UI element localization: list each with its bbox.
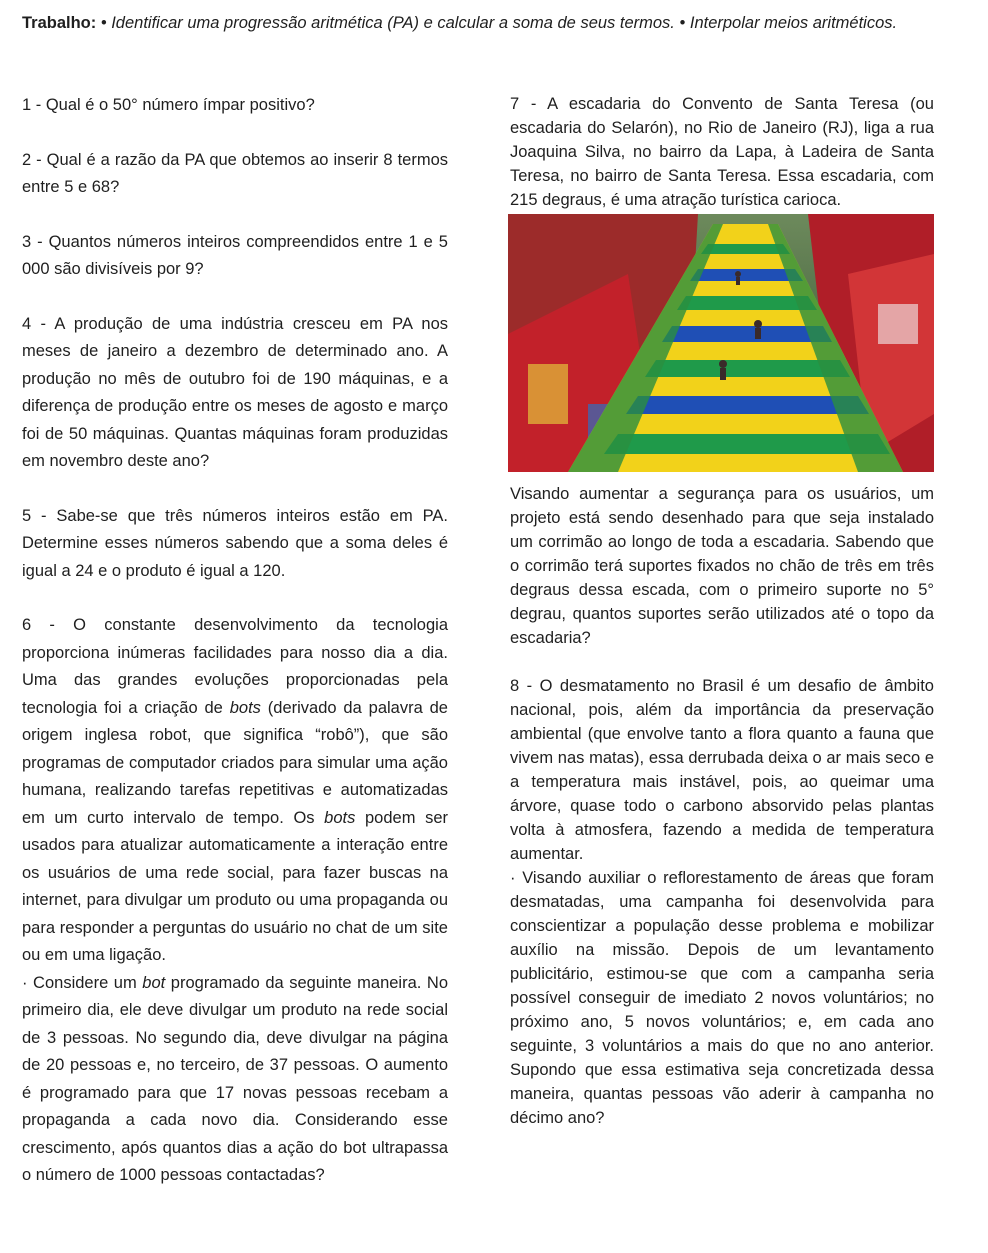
q6-text-b: (derivado da palavra de origem inglesa robot, que significa “robô”), que são programas de computador criados para simular uma ação humana, realizando tarefas repetitivas e automatizadas em um curto intervalo de tempo. Os (22, 698, 448, 827)
q6-text-c: podem ser usados para atualizar automaticamente a interação entre os usuários de uma rede social, para fazer buscas na internet, para divulgar um produto ou uma propaganda ou para responder a perguntas do usuário no chat de um site ou em uma ligação. (22, 808, 448, 964)
question-4-text: 4 - A produção de uma indústria cresceu em PA nos meses de janeiro a dezembro de determinado ano. A produção no mês de outubro foi de 190 máquinas, e a diferença de produção entre os meses de agosto e março foi de 50 máquinas. Quantas máquinas foram produzidas em novembro deste ano? (22, 314, 448, 470)
question-7 (510, 92, 934, 650)
question-2 (22, 147, 448, 202)
q6-bots-term-1: bots (229, 698, 261, 717)
question-6-paragraph-2 (22, 970, 448, 1190)
right-column (510, 92, 934, 1154)
staircase-illustration (508, 214, 934, 472)
header-label: Trabalho: (22, 14, 97, 32)
left-wall-panel (528, 364, 568, 424)
question-4 (22, 311, 448, 476)
question-3-text: 3 - Quantos números inteiros compreendidos entre 1 e 5 000 são divisíveis por 9? (22, 232, 448, 278)
question-1 (22, 92, 448, 120)
q6-bot-term: bot (142, 973, 166, 992)
question-1-text: 1 - Qual é o 50° número ímpar positivo? (22, 96, 315, 114)
question-8 (510, 674, 934, 1130)
question-6 (22, 612, 448, 1190)
question-6-paragraph-1 (22, 612, 448, 970)
right-wall-panel (878, 304, 918, 344)
question-8-text: · Visando auxiliar o reflorestamento de áreas que foram desmatadas, uma campanha foi desenvolvida para conscientizar a população desse problema e mobilizar auxílio na missão. Depois de um levantamento publicitário, estimou-se que com a campanha seria possível conseguir de imediato 2 novos voluntários; no próximo ano, 5 novos voluntários; e, em cada ano seguinte, 3 voluntários a mais do que no ano anterior. Supondo que essa estimativa seja concretizada dessa maneira, quantas pessoas vão aderir à campanha no décimo ano? (510, 869, 934, 1127)
question-5 (22, 503, 448, 586)
header-objective-2: • Interpolar meios aritméticos. (679, 14, 898, 32)
header-objective-1: • Identificar uma progressão aritmética (PA) e calcular a soma de seus termos. (100, 14, 675, 32)
q6-text-e: programado da seguinte maneira. No primeiro dia, ele deve divulgar um produto na rede social de 3 pessoas. No segundo dia, deve divulgar na página de 20 pessoas e, no terceiro, de 37 pessoas. O aumento é programado para que 17 novas pessoas recebam a propaganda a cada novo dia. Considerando esse crescimento, após quantos dias a ação do bot ultrapassa o número de 1000 pessoas contactadas? (22, 973, 448, 1184)
q6-bots-term-2: bots (324, 808, 356, 827)
q6-text-a: 6 - O constante desenvolvimento da tecnologia proporciona inúmeras facilidades para nosso dia a dia. Uma das grandes evoluções proporcionadas pela tecnologia foi a criação de (22, 616, 448, 717)
question-7-intro: 7 - A escadaria do Convento de Santa Teresa (ou escadaria do Selarón), no Rio de Janeiro (RJ), liga a rua Joaquina Silva, no bairro da Lapa, à Ladeira de Santa Teresa, no bairro de Santa Teresa. Essa escadaria, com 215 degraus, é uma atração turística carioca. (510, 95, 934, 209)
question-8-intro: 8 - O desmatamento no Brasil é um desafio de âmbito nacional, pois, além da importância da preservação ambiental (que envolve tanto a flora quanto a fauna que vivem nas matas), essa derrubada deixa o ar mais seco e a temperatura mais instável, pois, ao queimar uma árvore, quase todo o carbono absorvido pelas plantas volta à atmosfera, fazendo a medida de temperatura aumentar. (510, 677, 934, 863)
question-3 (22, 229, 448, 284)
q6-text-d: · Considere um (22, 973, 137, 992)
question-5-text: 5 - Sabe-se que três números inteiros estão em PA. Determine esses números sabendo que a soma deles é igual a 24 e o produto é igual a 120. (22, 506, 448, 580)
escadaria-selaron-photo (508, 214, 934, 472)
question-2-text: 2 - Qual é a razão da PA que obtemos ao inserir 8 termos entre 5 e 68? (22, 150, 448, 196)
question-7-text: Visando aumentar a segurança para os usuários, um projeto está sendo desenhado para que seja instalado um corrimão ao longo de toda a escadaria. Sabendo que o corrimão terá suportes fixados no chão de três em três degraus dessa escada, com o primeiro suporte no 5° degrau, quantos suportes serão utilizados até o topo da escadaria? (510, 485, 934, 647)
assignment-header (22, 10, 962, 37)
left-column (22, 92, 448, 1217)
